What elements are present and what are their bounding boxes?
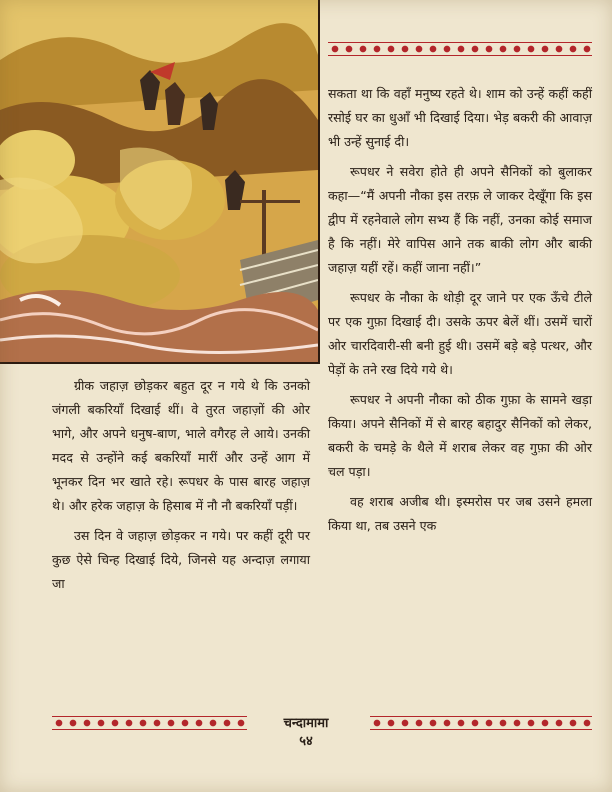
paragraph: वह शराब अजीब थी। इस्मरोस पर जब उसने हमला किया था, तब उसने एक	[328, 494, 592, 533]
paragraph: ग्रीक जहाज़ छोड़कर बहुत दूर न गये थे कि उनको जंगली बकरियाँ दिखाई थीं। वे तुरत जहाज़ों की ओर भागे, और अपने धनुष-बाण, भाले वगैरह ले आये। उनकी मदद से उन्होंने कई बकरियाँ मारीं और उन्हें आग में भूनकर दिन भर खाते रहे। रूपधर के पास बारह जहाज़ थे। और हरेक जहाज़ के हिसाब में नौ नौ बकरियाँ पड़ीं।	[52, 378, 310, 513]
left-column-bottom	[52, 374, 310, 602]
story-illustration	[0, 0, 320, 364]
magazine-title: चन्दामामा	[283, 716, 329, 731]
paragraph: रूपधर ने अपनी नौका को ठीक गुफ़ा के सामने खड़ा किया। अपने सैनिकों में से बारह बहादुर सैनिकों को लेकर, बकरी के चमड़े के थैले में शराब लेकर वह गुफ़ा की ओर चल पड़ा।	[328, 392, 592, 479]
paragraph: उस दिन वे जहाज़ छोड़कर न गये। पर कहीं दूरी पर कुछ ऐसे चिन्ह दिखाई दिये, जिनसे यह अन्दाज़ लगाया जा	[52, 528, 310, 591]
top-decorative-border	[328, 42, 592, 56]
paragraph: रूपधर के नौका के थोड़ी दूर जाने पर एक ऊँचे टीले पर एक गुफ़ा दिखाई दी। उसके ऊपर बेलें थीं। उसमें चारों ओर चारदिवारी-सी बनी हुई थी। उसमें बड़े बड़े पत्थर, और पेड़ों के तने रख दिये गये थे।	[328, 290, 592, 377]
paragraph: सकता था कि वहाँ मनुष्य रहते थे। शाम को उन्हें कहीं कहीं रसोई घर का धुआँ भी दिखाई दिया। भेड़ बकरी की आवाज़ भी उन्हें सुनाई दी।	[328, 86, 592, 149]
right-column-top	[328, 82, 592, 544]
page-number: ५४	[299, 734, 313, 749]
paragraph: रूपधर ने सवेरा होते ही अपने सैनिकों को बुलाकर कहा—“मैं अपनी नौका इस तरफ़ ले जाकर देखूँगा कि इस द्वीप में रहनेवाले लोग सभ्य हैं कि नहीं, उनका कोई समाज है कि नहीं। मेरे वापिस आने तक बाकी लोग और बाकी जहाज़ यहीं रहें। कहीं जाना नहीं।”	[328, 164, 592, 275]
cliff-shipwreck-image	[0, 0, 318, 362]
